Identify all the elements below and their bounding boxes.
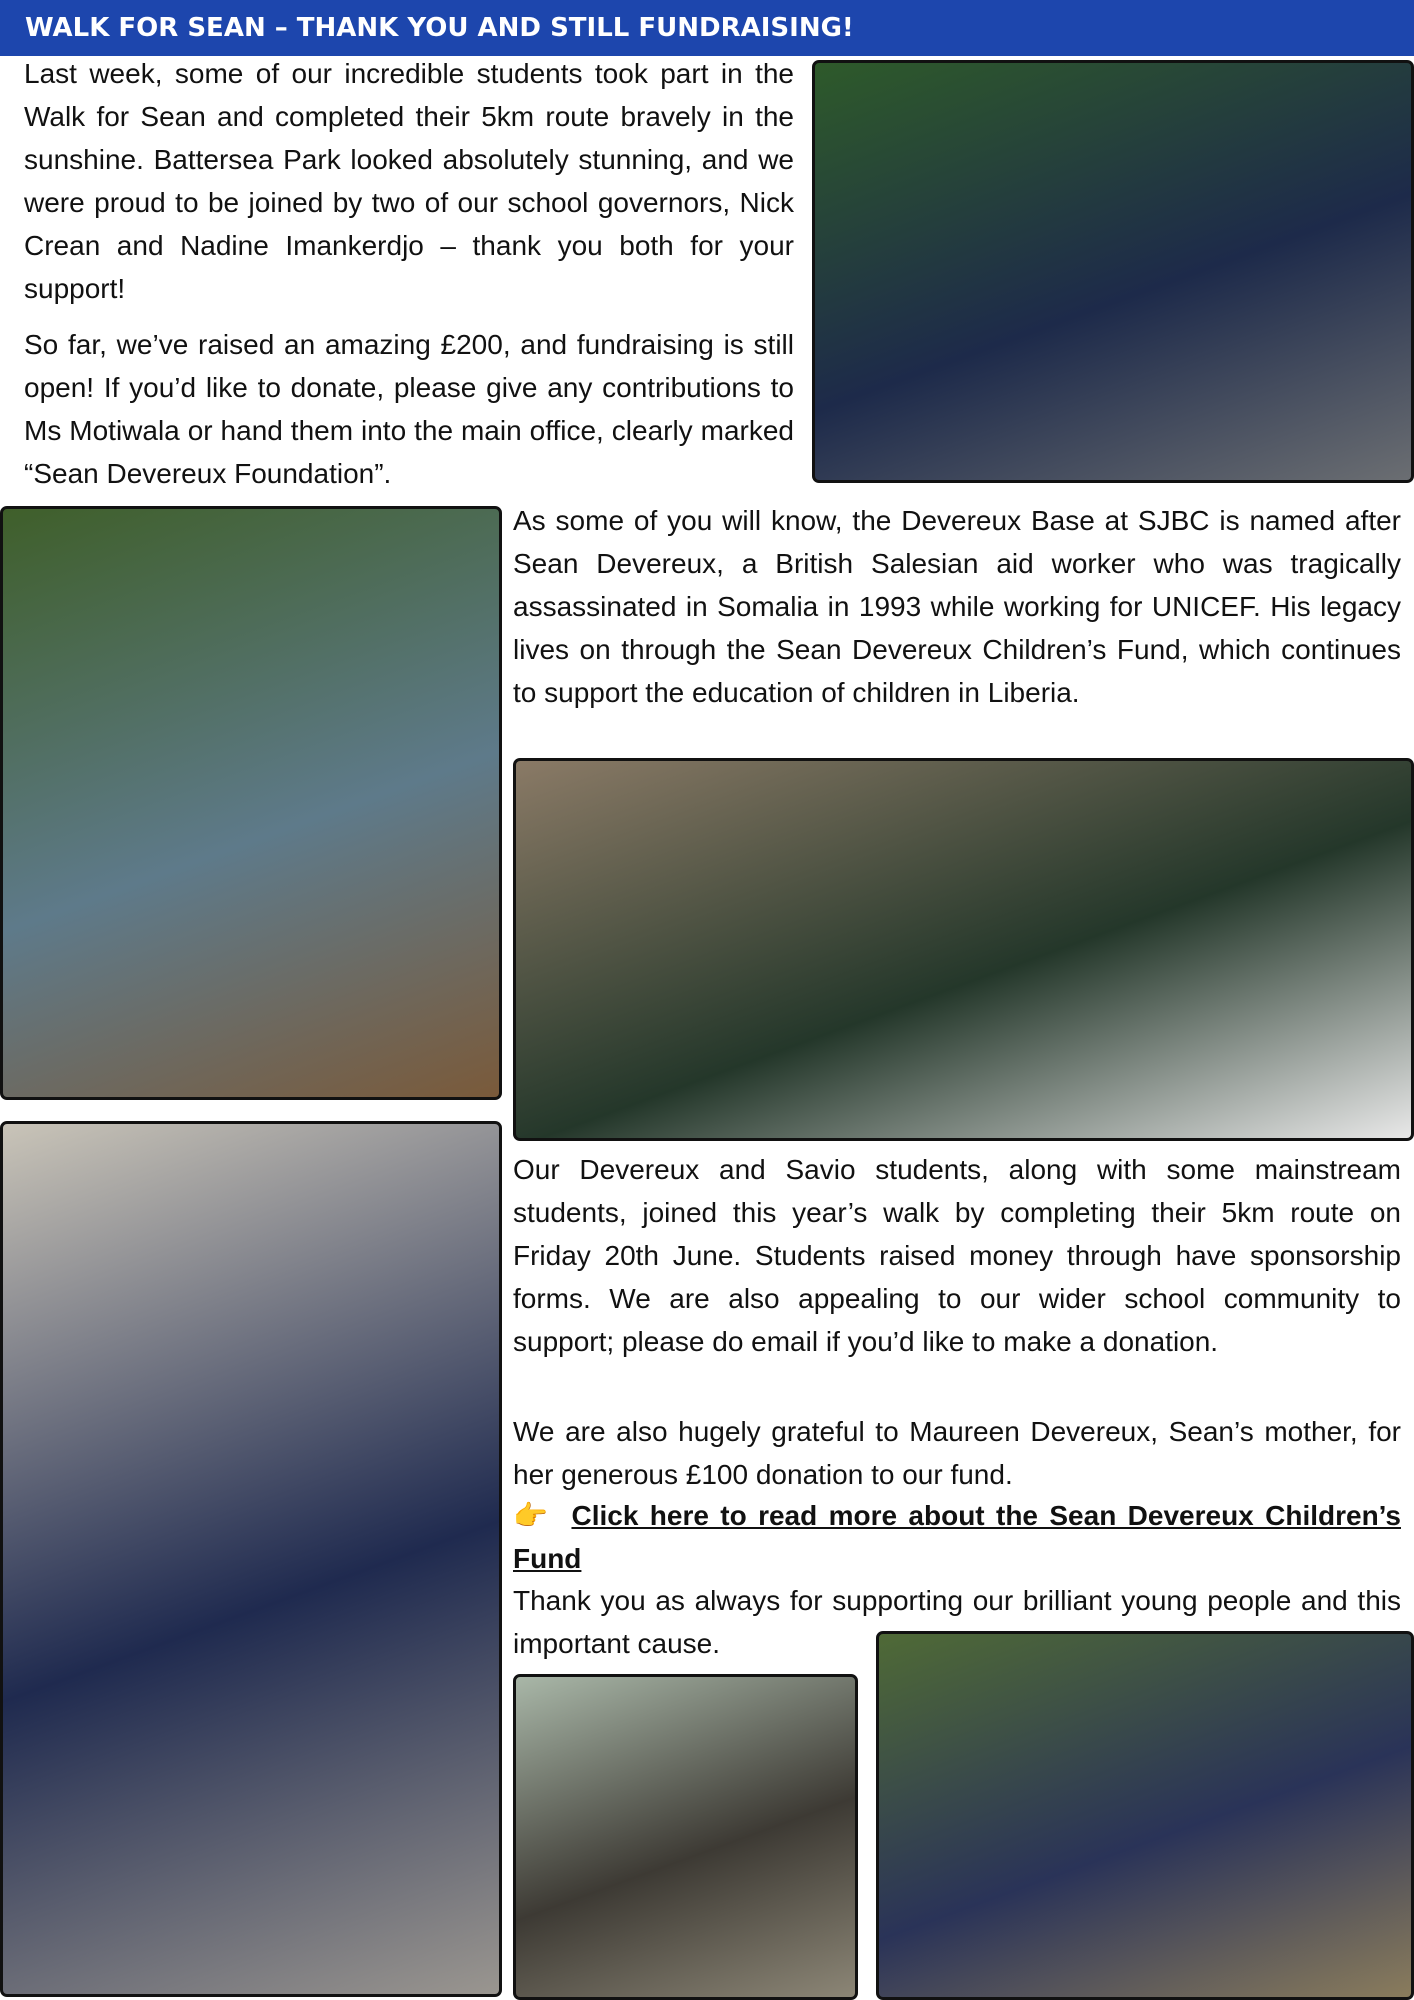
walkers-battersea-photo bbox=[812, 60, 1414, 483]
page-title-banner: WALK FOR SEAN – THANK YOU AND STILL FUNDRAISING! bbox=[0, 0, 1414, 56]
liberia-children-water-pump-photo bbox=[513, 758, 1414, 1141]
donation-thanks-paragraph: We are also hugely grateful to Maureen Devereux, Sean’s mother, for her generous £100 donation to our fund. bbox=[513, 1416, 1401, 1490]
walkers-path-photo bbox=[513, 1674, 858, 2000]
walk-paragraph: Our Devereux and Savio students, along with some mainstream students, joined this year’s walk by completing their 5km route on Friday 20th June. Students raised money through have sponsorship forms. We are also appealing to our wider school community to support; please do email if you’d like to make a donation. bbox=[513, 1154, 1401, 1357]
intro-paragraph: Last week, some of our incredible students took part in the Walk for Sean and completed their 5km route bravely in the sunshine. Battersea Park looked absolutely stunning, and we were proud to be joined by two of our school governors, Nick Crean and Nadine Imankerdjo – thank you both for your support! bbox=[24, 58, 794, 304]
closing-paragraph: Thank you as always for supporting our brilliant young people and this important cause. bbox=[513, 1585, 1401, 1659]
fundraising-paragraph: So far, we’ve raised an amazing £200, and fundraising is still open! If you’d like to donate, please give any contributions to Ms Motiwala or hand them into the main office, clearly marked “Sean Devereux Foundation”. bbox=[24, 329, 794, 489]
sean-devereux-portrait-photo bbox=[0, 506, 502, 1100]
fund-read-more-link[interactable]: Click here to read more about the Sean Devereux Children’s Fund bbox=[513, 1500, 1401, 1574]
pointing-hand-icon: 👉 bbox=[513, 1500, 552, 1531]
fund-link-line bbox=[513, 1494, 1401, 1580]
students-on-steps-photo bbox=[0, 1121, 502, 1997]
devereux-base-paragraph: As some of you will know, the Devereux Base at SJBC is named after Sean Devereux, a British Salesian aid worker who was tragically assassinated in Somalia in 1993 while working for UNICEF. His legacy lives on through the Sean Devereux Children’s Fund, which continues to support the education of children in Liberia. bbox=[513, 505, 1401, 708]
students-in-park-photo bbox=[876, 1631, 1414, 2000]
